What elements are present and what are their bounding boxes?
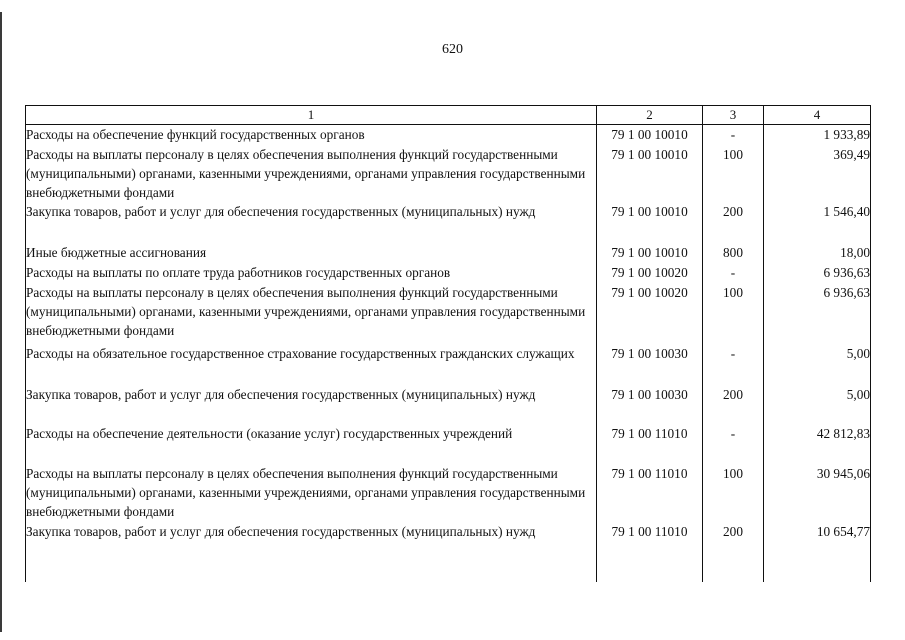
expense-type: 200 [703, 522, 764, 582]
expense-type: - [703, 125, 764, 145]
table-row [26, 243, 871, 263]
amount: 1 546,40 [764, 202, 871, 243]
table-row [26, 283, 871, 344]
budget-table [25, 105, 871, 582]
expense-name: Расходы на обеспечение деятельности (оказание услуг) государственных учреждений [26, 424, 597, 464]
table-row [26, 424, 871, 464]
target-code: 79 1 00 11010 [597, 522, 703, 582]
expense-type: - [703, 424, 764, 464]
expense-name: Расходы на выплаты персоналу в целях обеспечения выполнения функций государственными (муниципальными) органами, казенными учреждениями, органами управления государственными внебюджетными фондами [26, 283, 597, 344]
target-code: 79 1 00 10010 [597, 145, 703, 202]
target-code: 79 1 00 10010 [597, 202, 703, 243]
expense-type: - [703, 263, 764, 283]
table-row [26, 263, 871, 283]
expense-type: 200 [703, 385, 764, 424]
amount: 5,00 [764, 385, 871, 424]
header-col-3: 3 [703, 106, 764, 125]
header-col-4: 4 [764, 106, 871, 125]
expense-name: Иные бюджетные ассигнования [26, 243, 597, 263]
table-row [26, 125, 871, 145]
target-code: 79 1 00 10030 [597, 385, 703, 424]
table-row [26, 344, 871, 385]
page-number: 620 [442, 42, 463, 57]
amount: 30 945,06 [764, 464, 871, 522]
amount: 42 812,83 [764, 424, 871, 464]
expense-type: - [703, 344, 764, 385]
table-row [26, 202, 871, 243]
expense-name: Расходы на выплаты персоналу в целях обеспечения выполнения функций государственными (муниципальными) органами, казенными учреждениями, органами управления государственными внебюджетными фондами [26, 464, 597, 522]
amount: 18,00 [764, 243, 871, 263]
header-col-1: 1 [26, 106, 597, 125]
amount: 10 654,77 [764, 522, 871, 582]
target-code: 79 1 00 10010 [597, 125, 703, 145]
expense-name: Расходы на выплаты по оплате труда работников государственных органов [26, 263, 597, 283]
expense-type: 100 [703, 145, 764, 202]
target-code: 79 1 00 10020 [597, 263, 703, 283]
header-row [26, 106, 871, 125]
target-code: 79 1 00 10010 [597, 243, 703, 263]
amount: 1 933,89 [764, 125, 871, 145]
expense-name: Закупка товаров, работ и услуг для обеспечения государственных (муниципальных) нужд [26, 385, 597, 424]
amount: 369,49 [764, 145, 871, 202]
expense-name: Расходы на обеспечение функций государственных органов [26, 125, 597, 145]
expense-name: Закупка товаров, работ и услуг для обеспечения государственных (муниципальных) нужд [26, 522, 597, 582]
amount: 5,00 [764, 344, 871, 385]
expense-name: Расходы на выплаты персоналу в целях обеспечения выполнения функций государственными (муниципальными) органами, казенными учреждениями, органами управления государственными внебюджетными фондами [26, 145, 597, 202]
expense-type: 200 [703, 202, 764, 243]
expense-type: 100 [703, 283, 764, 344]
target-code: 79 1 00 10020 [597, 283, 703, 344]
table-row [26, 522, 871, 582]
amount: 6 936,63 [764, 263, 871, 283]
target-code: 79 1 00 11010 [597, 424, 703, 464]
table-row [26, 464, 871, 522]
target-code: 79 1 00 10030 [597, 344, 703, 385]
header-col-2: 2 [597, 106, 703, 125]
expense-type: 800 [703, 243, 764, 263]
expense-name: Расходы на обязательное государственное страхование государственных гражданских служащих [26, 344, 597, 385]
table-row [26, 385, 871, 424]
scan-left-edge [0, 12, 2, 632]
table-row [26, 145, 871, 202]
expense-name: Закупка товаров, работ и услуг для обеспечения государственных (муниципальных) нужд [26, 202, 597, 243]
amount: 6 936,63 [764, 283, 871, 344]
target-code: 79 1 00 11010 [597, 464, 703, 522]
expense-type: 100 [703, 464, 764, 522]
